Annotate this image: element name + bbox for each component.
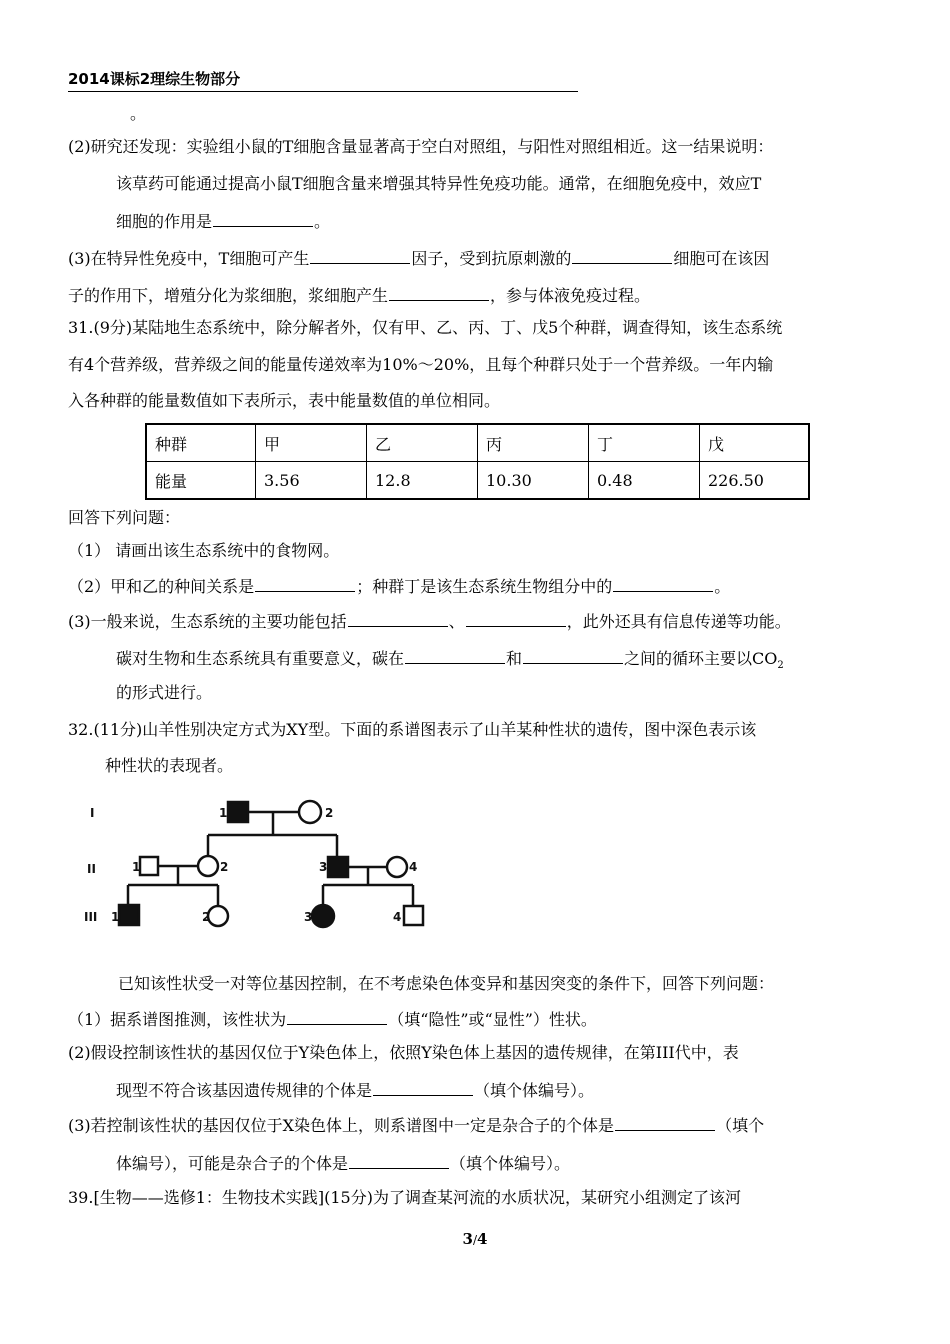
- text-line: 。: [130, 104, 147, 123]
- generation-label: II: [87, 862, 96, 876]
- individual-number: 3: [304, 910, 313, 924]
- individual-number: 4: [409, 860, 418, 874]
- individual-I-2-female: [299, 801, 321, 823]
- individual-II-2-female: [198, 856, 218, 876]
- individual-number: 1: [111, 910, 120, 924]
- text-line: 体编号），可能是杂合子的个体是 （填个体编号）。: [116, 1154, 571, 1173]
- answer-blank: [255, 575, 355, 592]
- document-header: 2014课标2理综生物部分: [68, 68, 578, 92]
- table-cell: 种群: [146, 424, 256, 462]
- table-cell: 能量: [146, 462, 256, 500]
- text-line: 入各种群的能量数值如下表所示，表中能量数值的单位相同。: [68, 391, 501, 410]
- individual-III-2-female: [208, 906, 228, 926]
- text-line: 已知该性状受一对等位基因控制，在不考虑染色体变异和基因突变的条件下，回答下列问题：: [118, 974, 775, 993]
- text-line: (3)在特异性免疫中，T细胞可产生 因子，受到抗原刺激的 细胞可在该因: [68, 249, 770, 268]
- table-cell: 12.8: [367, 462, 478, 500]
- individual-I-1-affected-male: [228, 802, 248, 822]
- text-line: 碳对生物和生态系统具有重要意义，碳在 和 之间的循环主要以$CO_2$: [116, 649, 784, 672]
- answer-blank: [349, 1152, 449, 1169]
- individual-III-1-affected-male: [119, 905, 139, 925]
- answer-blank: [389, 284, 489, 301]
- answer-blank: [373, 1079, 473, 1096]
- individual-III-4-male: [404, 906, 423, 925]
- individual-number: 1: [219, 806, 228, 820]
- text-line: (2)假设控制该性状的基因仅位于Y染色体上，依照Y染色体上基因的遗传规律，在第III代中，表: [68, 1043, 739, 1062]
- text-line: 39.[生物——选修1：生物技术实践](15分)为了调查某河流的水质状况，某研究小组测定了该河: [68, 1188, 741, 1207]
- page-number: 3/4: [462, 1230, 488, 1248]
- table-row: [146, 462, 809, 500]
- text-line: （1） 请画出该生态系统中的食物网。: [68, 541, 340, 560]
- individual-III-3-affected-female: [312, 905, 334, 927]
- text-line: (2)研究还发现：实验组小鼠的T细胞含量显著高于空白对照组，与阳性对照组相近。这一结果说明：: [68, 137, 774, 156]
- answer-blank: [348, 610, 448, 627]
- answer-blank: [310, 247, 410, 264]
- individual-number: 4: [393, 910, 402, 924]
- individual-number: 3: [319, 860, 328, 874]
- generation-label: I: [90, 806, 95, 820]
- energy-table: [145, 423, 810, 500]
- table-cell: 丁: [589, 424, 700, 462]
- table-cell: 甲: [256, 424, 367, 462]
- individual-II-3-affected-male: [328, 857, 348, 877]
- table-cell: 0.48: [589, 462, 700, 500]
- answer-blank: [287, 1008, 387, 1025]
- individual-number: 2: [220, 860, 229, 874]
- individual-II-1-male: [140, 857, 158, 875]
- text-line: 现型不符合该基因遗传规律的个体是 （填个体编号）。: [116, 1081, 595, 1100]
- answer-blank: [523, 647, 623, 664]
- text-line: 细胞的作用是 。: [116, 212, 331, 231]
- table-cell: 10.30: [478, 462, 589, 500]
- text-line: 有4个营养级，营养级之间的能量传递效率为10%～20%，且每个种群只处于一个营养级。一年内输: [68, 355, 774, 374]
- table-cell: 226.50: [700, 462, 810, 500]
- answer-blank: [613, 575, 713, 592]
- table-cell: 丙: [478, 424, 589, 462]
- text-line: 该草药可能通过提高小鼠T细胞含量来增强其特异性免疫功能。通常，在细胞免疫中，效应T: [116, 174, 762, 193]
- generation-label: III: [84, 910, 98, 924]
- answer-blank: [405, 647, 505, 664]
- individual-number: 2: [325, 806, 334, 820]
- text-line: (3)若控制该性状的基因仅位于X染色体上，则系谱图中一定是杂合子的个体是 （填个: [68, 1116, 765, 1135]
- answer-blank: [213, 210, 313, 227]
- table-cell: 戊: [700, 424, 810, 462]
- answer-blank: [615, 1114, 715, 1131]
- text-line: 回答下列问题：: [68, 508, 181, 527]
- answer-blank: [466, 610, 566, 627]
- table-cell: 乙: [367, 424, 478, 462]
- table-row: [146, 424, 809, 462]
- text-line: 种性状的表现者。: [105, 756, 234, 775]
- table-cell: 3.56: [256, 462, 367, 500]
- text-line: (3)一般来说，生态系统的主要功能包括 、 ，此外还具有信息传递等功能。: [68, 612, 791, 631]
- text-line: 子的作用下，增殖分化为浆细胞，浆细胞产生 ，参与体液免疫过程。: [68, 286, 651, 305]
- text-line: 的形式进行。: [116, 683, 213, 702]
- individual-number: 1: [132, 860, 141, 874]
- answer-blank: [572, 247, 672, 264]
- text-line: （1）据系谱图推测，该性状为 （填“隐性”或“显性”）性状。: [68, 1010, 597, 1029]
- individual-number: 2: [202, 910, 211, 924]
- individual-II-4-female: [387, 857, 407, 877]
- text-line: （2）甲和乙的种间关系是 ；种群丁是该生态系统生物组分中的 。: [68, 577, 731, 596]
- pedigree-diagram: [75, 795, 475, 945]
- text-line: 32.(11分)山羊性别决定方式为XY型。下面的系谱图表示了山羊某种性状的遗传，图中深色表示该: [68, 720, 757, 739]
- text-line: 31.(9分)某陆地生态系统中，除分解者外，仅有甲、乙、丙、丁、戊5个种群，调查得知，该生态系统: [68, 318, 783, 337]
